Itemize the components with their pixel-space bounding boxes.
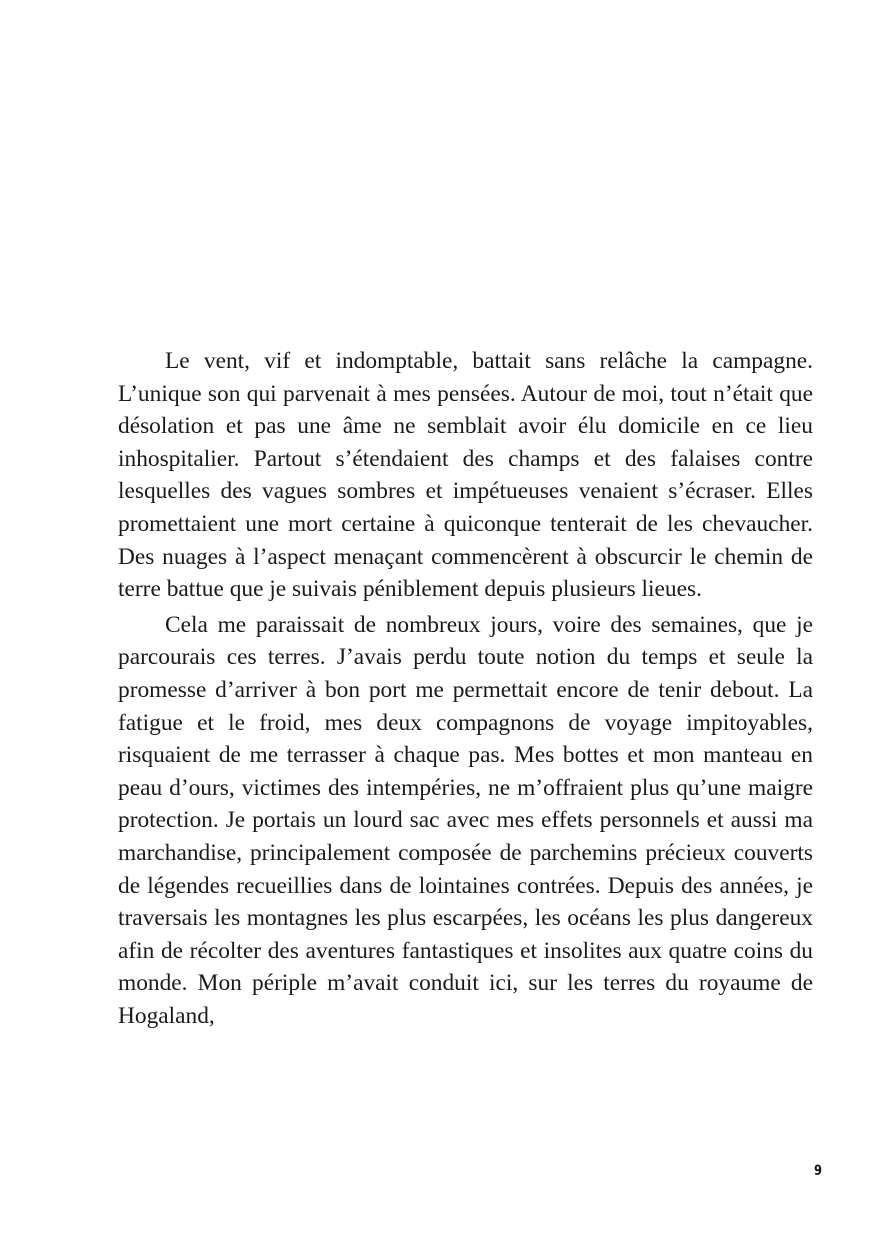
page-number: 9 <box>814 1163 822 1179</box>
paragraph-2: Cela me paraissait de nombreux jours, voire des semaines, que je parcourais ces terres. J’avais perdu toute notion du temps et seule la promesse d’arriver à bon port me permettait encore de tenir debout. La fatigue et le froid, mes deux compagnons de voyage impitoyables, risquaient de me terrasser à chaque pas. Mes bottes et mon manteau en peau d’ours, victimes des intempéries, ne m’offraient plus qu’une maigre protection. Je portais un lourd sac avec mes effets personnels et aussi ma marchandise, principalement composée de parchemins précieux couverts de légendes recueillies dans de lointaines contrées. Depuis des années, je traversais les montagnes les plus escarpées, les océans les plus dangereux afin de récolter des aventures fantastiques et insolites aux quatre coins du monde. Mon périple m’avait conduit ici, sur les terres du royaume de Hogaland, <box>118 611 813 1029</box>
body-text <box>118 345 813 1035</box>
paragraph-1: Le vent, vif et indomptable, battait sans relâche la campagne. L’unique son qui parvenait à mes pensées. Autour de moi, tout n’était que désolation et pas une âme ne semblait avoir élu domicile en ce lieu inhospitalier. Partout s’étendaient des champs et des falaises contre lesquelles des vagues sombres et impétueuses venaient s’écraser. Elles promettaient une mort certaine à quiconque tenterait de les chevaucher. Des nuages à l’aspect menaçant commencèrent à obscurcir le chemin de terre battue que je suivais péniblement depuis plusieurs lieues. <box>118 348 813 603</box>
